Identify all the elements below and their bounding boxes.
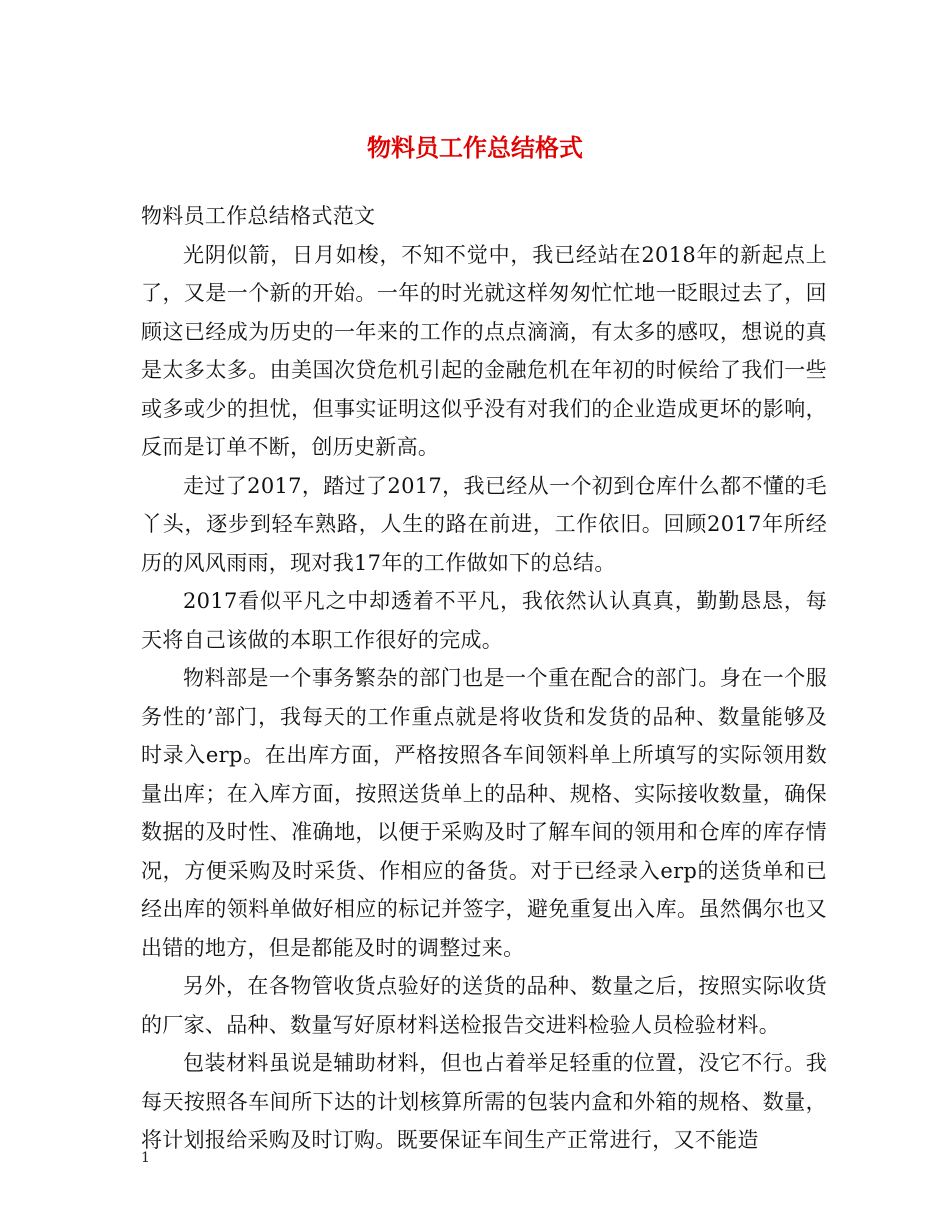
document-subtitle: 物料员工作总结格式范文	[141, 204, 376, 228]
page-number: 1	[141, 1150, 150, 1166]
paragraph-5: 另外，在各物管收货点验好的送货的品种、数量之后，按照实际收货的厂家、品种、数量写好原材料送检报告交进料检验人员检验材料。	[141, 974, 827, 1037]
paragraph-4: 物料部是一个事务繁杂的部门也是一个重在配合的部门。身在一个服务性的’部门，我每天的工作重点就是将收货和发货的品种、数量能够及时录入erp。在出库方面，严格按照各车间领料单上所填写的实际领用数量出库；在入库方面，按照送货单上的品种、规格、实际接收数量，确保数据的及时性、准确地，以便于采购及时了解车间的领用和仓库的库存情况，方便采购及时采货、作相应的备货。对于已经录入erp的送货单和已经出库的领料单做好相应的标记并签字，避免重复出入库。虽然偶尔也又出错的地方，但是都能及时的调整过来。	[141, 666, 827, 960]
paragraph-2: 走过了2017，踏过了2017，我已经从一个初到仓库什么都不懂的毛丫头，逐步到轻车熟路，人生的路在前进，工作依旧。回顾2017年所经历的风风雨雨，现对我17年的工作做如下的总结。	[141, 473, 827, 575]
paragraph-3: 2017看似平凡之中却透着不平凡，我依然认认真真，勤勤恳恳，每天将自己该做的本职工作很好的完成。	[141, 589, 827, 652]
paragraph-1: 光阴似箭，日月如梭，不知不觉中，我已经站在2018年的新起点上了，又是一个新的开始。一年的时光就这样匆匆忙忙地一眨眼过去了，回顾这已经成为历史的一年来的工作的点点滴滴，有太多的感叹，想说的真是太多太多。由美国次贷危机引起的金融危机在年初的时候给了我们一些或多或少的担忧，但事实证明这似乎没有对我们的企业造成更坏的影响，反而是订单不断，创历史新高。	[141, 242, 827, 459]
document-title: 物料员工作总结格式	[367, 133, 583, 162]
document-body	[141, 197, 827, 1160]
paragraph-6: 包装材料虽说是辅助材料，但也占着举足轻重的位置，没它不行。我每天按照各车间所下达的计划核算所需的包装内盒和外箱的规格、数量，将计划报给采购及时订购。既要保证车间生产正常进行，又不能造	[141, 1051, 827, 1152]
